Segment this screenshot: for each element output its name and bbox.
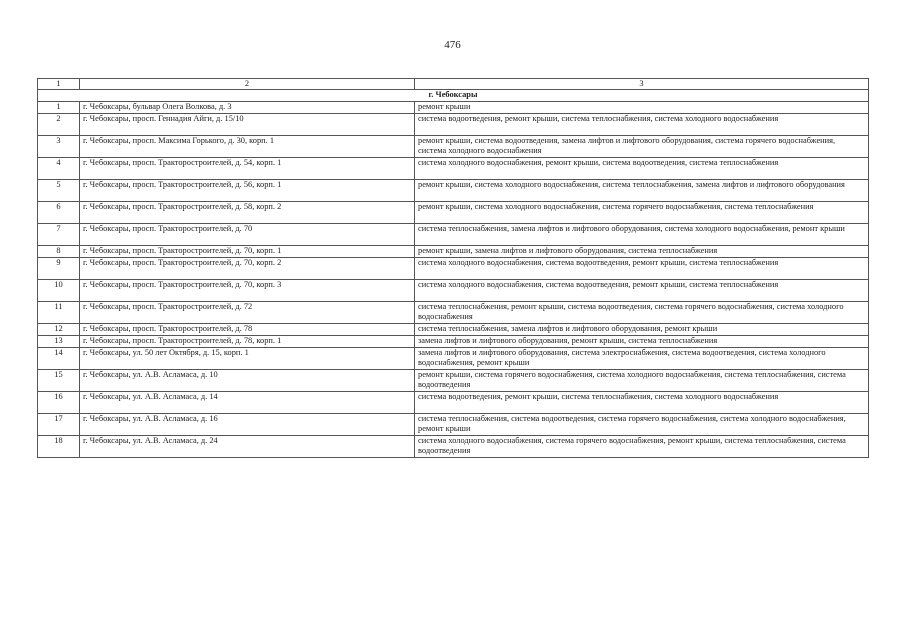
table-row	[38, 180, 869, 202]
table-row	[38, 202, 869, 224]
row-address: г. Чебоксары, ул. А.В. Асламаса, д. 16	[80, 414, 415, 436]
row-address: г. Чебоксары, просп. Тракторостроителей, д. 70	[80, 224, 415, 246]
row-number: 14	[38, 348, 80, 370]
header-col-2: 2	[80, 79, 415, 90]
header-col-1: 1	[38, 79, 80, 90]
row-address: г. Чебоксары, просп. Тракторостроителей, д. 78	[80, 324, 415, 336]
page-number: 476	[444, 39, 461, 51]
row-address: г. Чебоксары, просп. Тракторостроителей, д. 78, корп. 1	[80, 336, 415, 348]
table-row	[38, 324, 869, 336]
row-address: г. Чебоксары, просп. Тракторостроителей, д. 70, корп. 3	[80, 280, 415, 302]
row-number: 3	[38, 136, 80, 158]
row-work: система холодного водоснабжения, система водоотведения, ремонт крыши, система теплоснабжения	[415, 258, 869, 280]
table-row	[38, 370, 869, 392]
row-work: система холодного водоснабжения, ремонт крыши, система водоотведения, система теплоснабжения	[415, 158, 869, 180]
row-work: система водоотведения, ремонт крыши, система теплоснабжения, система холодного водоснабжения	[415, 392, 869, 414]
row-number: 1	[38, 102, 80, 114]
header-col-3: 3	[415, 79, 869, 90]
row-number: 17	[38, 414, 80, 436]
row-number: 6	[38, 202, 80, 224]
table-row	[38, 102, 869, 114]
row-number: 5	[38, 180, 80, 202]
row-address: г. Чебоксары, просп. Тракторостроителей, д. 54, корп. 1	[80, 158, 415, 180]
row-address: г. Чебоксары, ул. 50 лет Октября, д. 15, корп. 1	[80, 348, 415, 370]
row-number: 10	[38, 280, 80, 302]
row-work: ремонт крыши, система горячего водоснабжения, система холодного водоснабжения, система теплоснабжения, система водоотведения	[415, 370, 869, 392]
row-address: г. Чебоксары, просп. Тракторостроителей, д. 56, корп. 1	[80, 180, 415, 202]
city-row	[38, 90, 869, 102]
header-row	[38, 79, 869, 90]
table-row	[38, 348, 869, 370]
row-work: ремонт крыши, система холодного водоснабжения, система теплоснабжения, замена лифтов и лифтового оборудования	[415, 180, 869, 202]
row-address: г. Чебоксары, просп. Максима Горького, д. 30, корп. 1	[80, 136, 415, 158]
table-row	[38, 414, 869, 436]
row-number: 18	[38, 436, 80, 458]
table-row	[38, 158, 869, 180]
row-number: 7	[38, 224, 80, 246]
row-work: замена лифтов и лифтового оборудования, система электроснабжения, система водоотведения, система холодного водоснабжения, ремонт крыши	[415, 348, 869, 370]
row-address: г. Чебоксары, ул. А.В. Асламаса, д. 14	[80, 392, 415, 414]
row-work: ремонт крыши	[415, 102, 869, 114]
row-address: г. Чебоксары, просп. Геннадия Айги, д. 15/10	[80, 114, 415, 136]
row-work: ремонт крыши, система холодного водоснабжения, система горячего водоснабжения, система теплоснабжения	[415, 202, 869, 224]
row-address: г. Чебоксары, бульвар Олега Волкова, д. 3	[80, 102, 415, 114]
row-work: ремонт крыши, замена лифтов и лифтового оборудования, система теплоснабжения	[415, 246, 869, 258]
row-number: 2	[38, 114, 80, 136]
row-number: 13	[38, 336, 80, 348]
table-row	[38, 114, 869, 136]
row-work: система холодного водоснабжения, система водоотведения, ремонт крыши, система теплоснабжения	[415, 280, 869, 302]
row-work: система холодного водоснабжения, система горячего водоснабжения, ремонт крыши, система теплоснабжения, система водоотведения	[415, 436, 869, 458]
table-row	[38, 246, 869, 258]
row-work: система теплоснабжения, система водоотведения, система горячего водоснабжения, система холодного водоснабжения, ремонт крыши	[415, 414, 869, 436]
table-row	[38, 302, 869, 324]
table-row	[38, 336, 869, 348]
row-work: замена лифтов и лифтового оборудования, ремонт крыши, система теплоснабжения	[415, 336, 869, 348]
table-row	[38, 280, 869, 302]
table-row	[38, 392, 869, 414]
row-number: 9	[38, 258, 80, 280]
row-work: система теплоснабжения, замена лифтов и лифтового оборудования, система холодного водоснабжения, ремонт крыши	[415, 224, 869, 246]
city-name: г. Чебоксары	[38, 90, 869, 102]
row-work: система водоотведения, ремонт крыши, система теплоснабжения, система холодного водоснабжения	[415, 114, 869, 136]
row-address: г. Чебоксары, просп. Тракторостроителей, д. 70, корп. 1	[80, 246, 415, 258]
row-address: г. Чебоксары, ул. А.В. Асламаса, д. 10	[80, 370, 415, 392]
table-row	[38, 436, 869, 458]
repair-table	[37, 78, 869, 458]
row-work: система теплоснабжения, замена лифтов и лифтового оборудования, ремонт крыши	[415, 324, 869, 336]
row-number: 12	[38, 324, 80, 336]
row-address: г. Чебоксары, просп. Тракторостроителей, д. 58, корп. 2	[80, 202, 415, 224]
row-address: г. Чебоксары, ул. А.В. Асламаса, д. 24	[80, 436, 415, 458]
table-row	[38, 258, 869, 280]
table-row	[38, 136, 869, 158]
row-number: 8	[38, 246, 80, 258]
row-work: ремонт крыши, система водоотведения, замена лифтов и лифтового оборудования, система горячего водоснабжения, система холодного водоснабжения	[415, 136, 869, 158]
row-address: г. Чебоксары, просп. Тракторостроителей, д. 70, корп. 2	[80, 258, 415, 280]
row-work: система теплоснабжения, ремонт крыши, система водоотведения, система горячего водоснабжения, система холодного водоснабжения	[415, 302, 869, 324]
row-number: 16	[38, 392, 80, 414]
row-number: 4	[38, 158, 80, 180]
row-address: г. Чебоксары, просп. Тракторостроителей, д. 72	[80, 302, 415, 324]
table-row	[38, 224, 869, 246]
row-number: 15	[38, 370, 80, 392]
row-number: 11	[38, 302, 80, 324]
